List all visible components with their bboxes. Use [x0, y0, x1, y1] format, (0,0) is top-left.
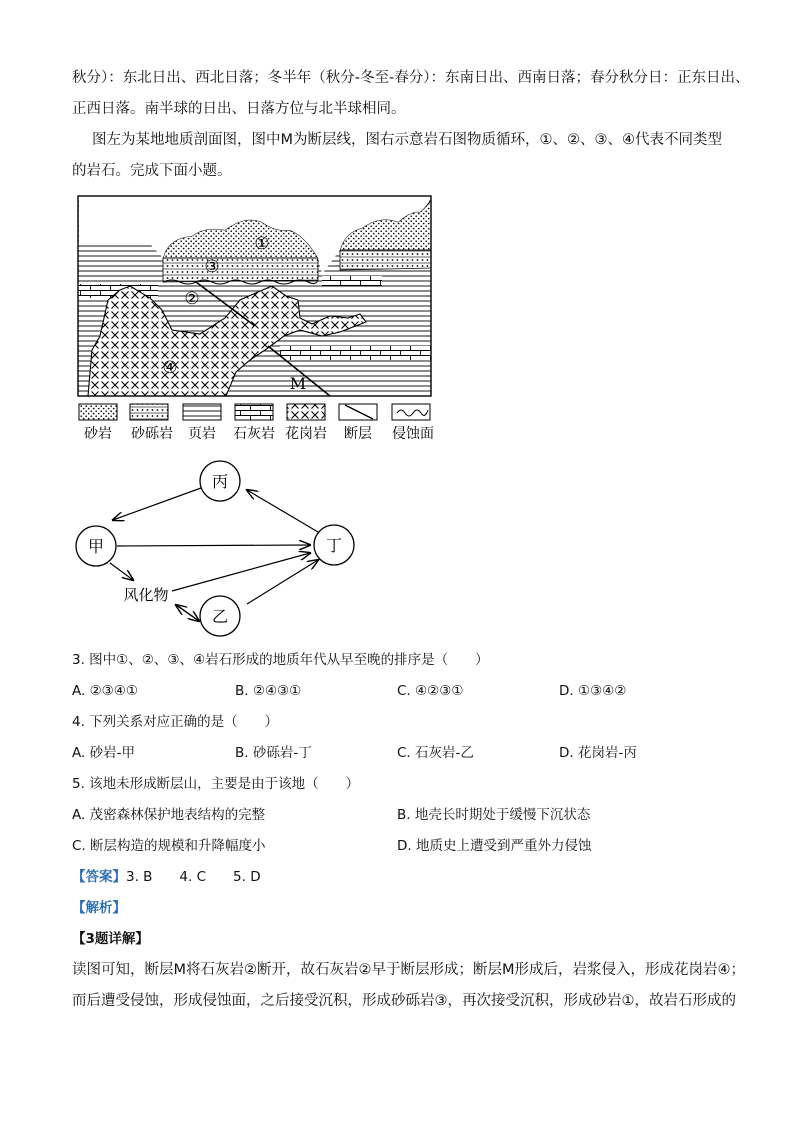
- intro-line-2: 正西日落。南半球的日出、日落方位与北半球相同。: [72, 101, 406, 117]
- legend-label-erosion: 侵蚀面: [392, 426, 434, 442]
- q3-option-b[interactable]: B. ②④③①: [235, 683, 302, 699]
- cycle-label-jia: 甲: [87, 537, 105, 556]
- answer-row: [72, 867, 261, 887]
- detail-heading: 【3题详解】: [72, 931, 149, 947]
- legend-label-gravel: 砂砾岩: [131, 426, 173, 442]
- intro-line-3: 图左为某地地质剖面图，图中M为断层线，图右示意岩石图物质循环，①、②、③、④代表不同类型: [92, 132, 723, 148]
- legend-label-sandstone: 砂岩: [84, 426, 112, 442]
- detail-line-1: 读图可知，断层M将石灰岩②断开，故石灰岩②早于断层形成；断层M形成后，岩浆侵入，形成花岗岩④；: [72, 962, 746, 978]
- legend-label-shale: 页岩: [188, 426, 216, 442]
- q4-option-d[interactable]: D. 花岗岩-丙: [559, 745, 637, 761]
- q5-option-d[interactable]: D. 地质史上遭受到严重外力侵蚀: [397, 838, 592, 854]
- q5-option-a[interactable]: A. 茂密森林保护地表结构的完整: [72, 807, 266, 823]
- cycle-label-yi: 乙: [211, 607, 229, 626]
- geologic-cross-section: [0, 190, 794, 650]
- legend-granite-swatch: [287, 404, 325, 420]
- legend-erosion-swatch: [392, 404, 430, 420]
- cycle-label-ding: 丁: [325, 536, 343, 555]
- legend-label-fault: 断层: [344, 426, 372, 442]
- legend-sandstone-swatch: [79, 404, 117, 420]
- legend-fault-swatch: [339, 404, 377, 420]
- rock-label-4: ④: [162, 358, 178, 378]
- legend-limestone-swatch: [235, 404, 273, 420]
- intro-line-1: 秋分）：东北日出、西北日落；冬半年（秋分-冬至-春分）：东南日出、西南日落；春分秋分日：正东日出、: [72, 70, 750, 86]
- q4-option-b[interactable]: B. 砂砾岩-丁: [235, 745, 312, 761]
- question-3-stem: 3. 图中①、②、③、④岩石形成的地质年代从早至晚的排序是（ ）: [72, 652, 489, 668]
- q3-option-a[interactable]: A. ②③④①: [72, 683, 138, 699]
- legend-shale-swatch: [183, 404, 221, 420]
- question-4-stem: 4. 下列关系对应正确的是（ ）: [72, 714, 279, 730]
- legend-gravel-swatch: [130, 404, 168, 420]
- analysis-label: 【解析】: [72, 900, 126, 916]
- legend-label-limestone: 石灰岩: [233, 426, 275, 442]
- legend-label-granite: 花岗岩: [285, 426, 327, 442]
- q5-option-b[interactable]: B. 地壳长时期处于缓慢下沉状态: [397, 807, 591, 823]
- detail-line-2: 而后遭受侵蚀，形成侵蚀面，之后接受沉积，形成砂砾岩③，再次接受沉积，形成砂岩①，故岩石形成的: [72, 993, 736, 1009]
- answer-label: 【答案】: [72, 869, 126, 885]
- q3-option-d[interactable]: D. ①③④②: [559, 683, 627, 699]
- q4-option-c[interactable]: C. 石灰岩-乙: [397, 745, 474, 761]
- fault-label-m: M: [289, 374, 307, 393]
- rock-label-1: ①: [254, 234, 270, 254]
- cycle-label-bing: 丙: [211, 472, 229, 491]
- q5-option-c[interactable]: C. 断层构造的规模和升降幅度小: [72, 838, 266, 854]
- cycle-label-weathering: 风化物: [123, 586, 169, 604]
- answer-text: 3. B 4. C 5. D: [126, 869, 261, 885]
- question-5-stem: 5. 该地未形成断层山，主要是由于该地（ ）: [72, 776, 360, 792]
- rock-label-3: ③: [204, 257, 220, 277]
- intro-line-4: 的岩石。完成下面小题。: [72, 163, 232, 179]
- rock-label-2: ②: [184, 289, 200, 309]
- q4-option-a[interactable]: A. 砂岩-甲: [72, 745, 135, 761]
- q3-option-c[interactable]: C. ④②③①: [397, 683, 464, 699]
